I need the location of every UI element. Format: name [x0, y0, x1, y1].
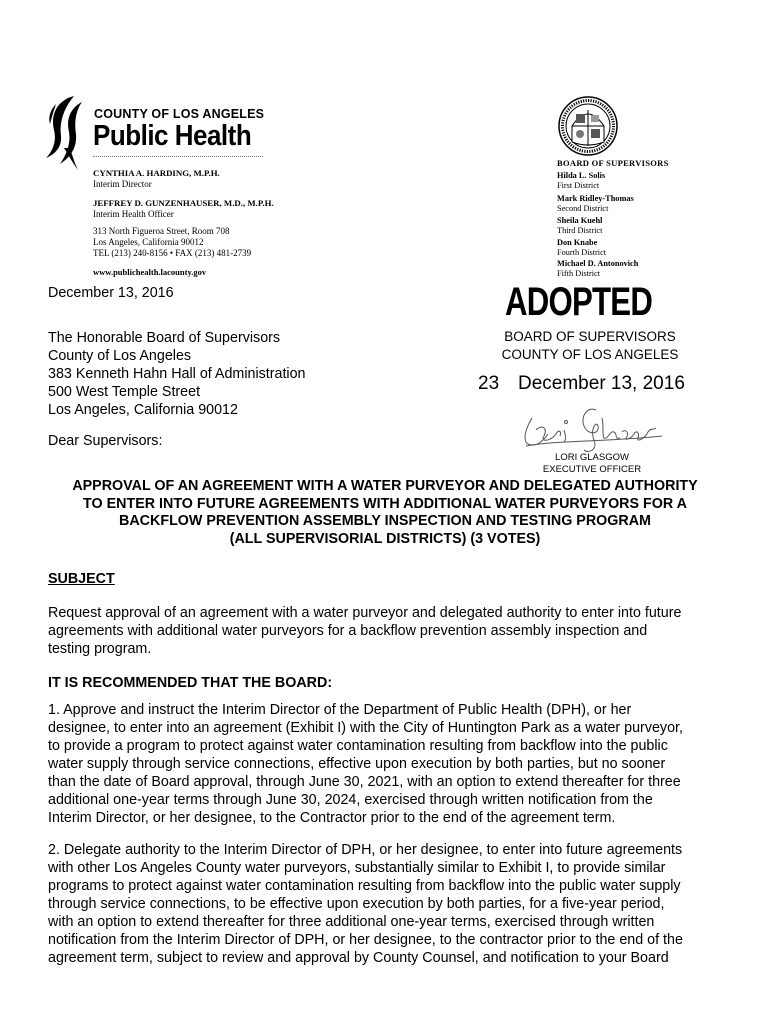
stamp-board-line: BOARD OF SUPERVISORS [504, 329, 676, 344]
recommendation-1 [48, 701, 728, 827]
subject-paragraph [48, 604, 728, 658]
supervisor-name: Mark Ridley-Thomas [557, 194, 634, 203]
stamp-item-number: 23 [478, 373, 500, 394]
paragraph-line: with an option to extend thereafter for three additional one-year terms, exercised through written [48, 914, 655, 930]
paragraph-line: agreement term, subject to review and approval by County Counsel, and notification to your Board [48, 950, 669, 966]
title-line: TO ENTER INTO FUTURE AGREEMENTS WITH ADDITIONAL WATER PURVEYORS FOR A [83, 495, 687, 512]
health-officer-title: Interim Health Officer [93, 209, 174, 219]
recipient-address [48, 329, 306, 419]
letter-date: December 13, 2016 [48, 285, 174, 301]
stamp-county-line: COUNTY OF LOS ANGELES [501, 347, 679, 362]
paragraph-line: Interim Director, or her designee, to the Contractor prior to the end of the agreement term. [48, 810, 616, 826]
paragraph-line: additional one-year terms through June 30, 2024, exercised through written notification from the [48, 792, 653, 808]
supervisor-name: Michael D. Antonovich [557, 259, 639, 268]
county-name: COUNTY OF LOS ANGELES [94, 107, 265, 121]
stamp-date: December 13, 2016 [518, 373, 685, 394]
supervisor-district: Fifth District [557, 269, 601, 278]
paragraph-line: testing program. [48, 641, 152, 657]
address-line: Los Angeles, California 90012 [48, 402, 238, 418]
letterhead-address-line: Los Angeles, California 90012 [93, 237, 204, 247]
website-link[interactable]: www.publichealth.lacounty.gov [93, 267, 207, 277]
title-line: APPROVAL OF AN AGREEMENT WITH A WATER PURVEYOR AND DELEGATED AUTHORITY [72, 478, 698, 494]
paragraph-line: designee, to enter into an agreement (Exhibit I) with the City of Huntington Park as a water purveyor, [48, 720, 683, 736]
address-line: 500 West Temple Street [48, 384, 201, 400]
address-line: The Honorable Board of Supervisors [48, 330, 281, 346]
recommendation-heading: IT IS RECOMMENDED THAT THE BOARD: [48, 675, 333, 691]
paragraph-line: 2. Delegate authority to the Interim Director of DPH, or her designee, to enter into future agreements [48, 842, 683, 858]
health-officer-name: JEFFREY D. GUNZENHAUSER, M.D., M.P.H. [93, 198, 274, 208]
director-name: CYNTHIA A. HARDING, M.P.H. [93, 168, 220, 178]
address-line: 383 Kenneth Hahn Hall of Administration [48, 366, 306, 382]
supervisor-name: Sheila Kuehl [557, 216, 603, 225]
paragraph-line: through service connections, to be effective upon execution by both parties, for a five-year period, [48, 896, 665, 912]
county-seal-icon [558, 96, 618, 156]
subject-heading: SUBJECT [48, 571, 115, 587]
department-name: Public Health [93, 118, 252, 152]
signature-icon [518, 400, 664, 456]
paragraph-line: water supply through service connections, effective upon execution by both parties, but no sooner [48, 756, 666, 772]
officer-title: EXECUTIVE OFFICER [542, 464, 642, 475]
recommendation-2 [48, 841, 728, 967]
letterhead-divider [93, 156, 263, 157]
letterhead-address-line: 313 North Figueroa Street, Room 708 [93, 226, 230, 236]
paragraph-line: than the date of Board approval, through June 30, 2021, with an option to extend thereafter for three [48, 774, 681, 790]
paragraph-line: to provide a program to protect against water contamination resulting from backflow into the public [48, 738, 668, 754]
title-line: (ALL SUPERVISORIAL DISTRICTS) (3 VOTES) [229, 530, 541, 547]
supervisor-district: Second District [557, 204, 609, 213]
board-title: BOARD OF SUPERVISORS [557, 158, 669, 168]
salutation: Dear Supervisors: [48, 433, 163, 449]
title-line: BACKFLOW PREVENTION ASSEMBLY INSPECTION AND TESTING PROGRAM [119, 513, 651, 529]
letterhead-phone-fax: TEL (213) 240-8156 • FAX (213) 481-2739 [93, 248, 252, 258]
director-title: Interim Director [93, 179, 152, 189]
paragraph-line: 1. Approve and instruct the Interim Director of the Department of Public Health (DPH), or her [48, 702, 632, 718]
supervisor-district: Fourth District [557, 248, 607, 257]
supervisor-district: Third District [557, 226, 603, 235]
paragraph-line: notification from the Interim Director of DPH, or her designee, to the contractor prior to the end of the [48, 932, 683, 948]
supervisor-name: Hilda L. Solis [557, 171, 606, 180]
supervisor-district: First District [557, 181, 600, 190]
paragraph-line: Request approval of an agreement with a water purveyor and delegated authority to enter into future [48, 605, 682, 621]
public-health-logo-icon [44, 92, 90, 172]
officer-name: LORI GLASGOW [555, 452, 629, 463]
address-line: County of Los Angeles [48, 348, 192, 364]
paragraph-line: agreements with additional water purveyors for a backflow prevention assembly inspection and [48, 623, 648, 639]
paragraph-line: with other Los Angeles County water purveyors, substantially similar to Exhibit I, to provide similar [48, 860, 666, 876]
supervisor-name: Don Knabe [557, 238, 598, 247]
document-title [30, 478, 740, 548]
adopted-stamp-status: ADOPTED [505, 280, 653, 324]
paragraph-line: programs to protect against water contamination resulting from backflow into the public water supply [48, 878, 681, 894]
